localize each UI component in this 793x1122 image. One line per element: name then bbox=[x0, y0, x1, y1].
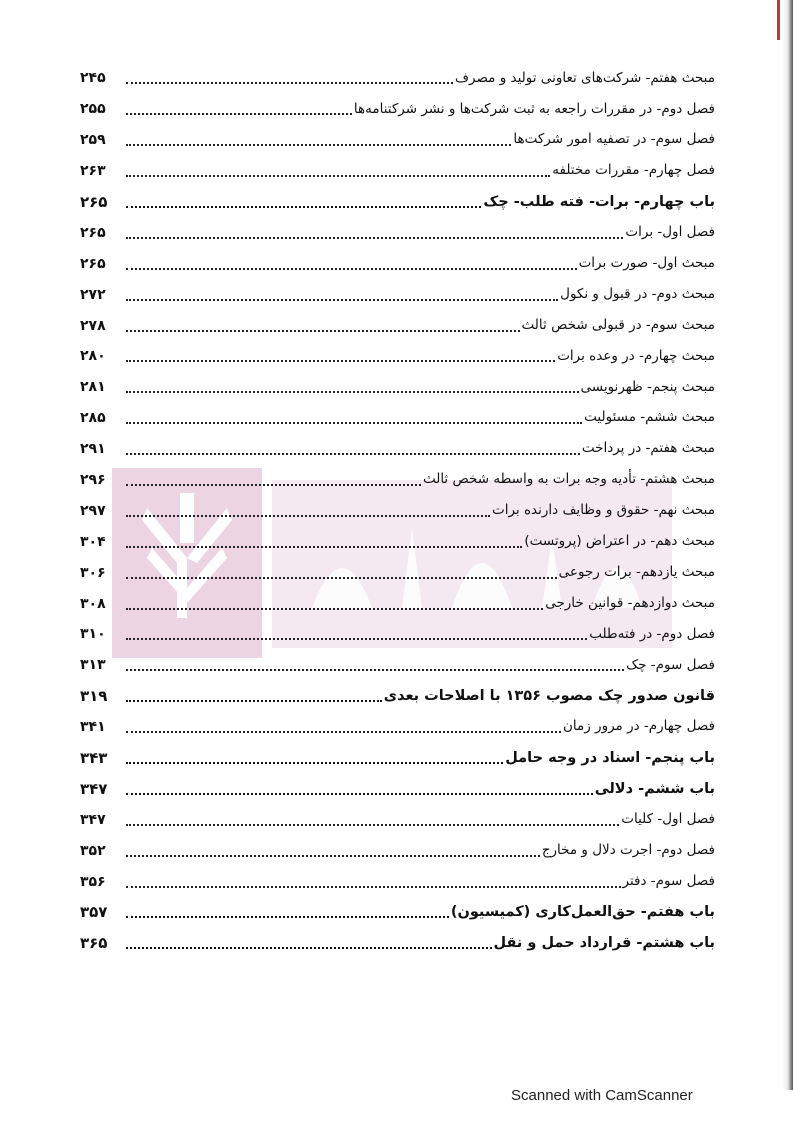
toc-entry bbox=[80, 187, 715, 218]
toc-entry bbox=[80, 804, 715, 835]
toc-entry-title: مبحث نهم- حقوق و وظایف دارنده برات bbox=[492, 502, 715, 519]
toc-entry bbox=[80, 372, 715, 403]
toc-entry bbox=[80, 866, 715, 897]
toc-entry-title: باب ششم- دلالی bbox=[594, 780, 715, 797]
toc-dot-leader bbox=[126, 700, 382, 702]
toc-entry-title: مبحث چهارم- در وعده برات bbox=[557, 347, 715, 364]
toc-entry-title: باب هفتم- حق‌العمل‌کاری (کمیسیون) bbox=[450, 904, 715, 921]
toc-entry bbox=[80, 310, 715, 341]
toc-dot-leader bbox=[126, 82, 453, 84]
toc-entry-page-number: ۳۱۰ bbox=[80, 626, 106, 643]
toc-entry-title: فصل دوم- در فته‌طلب bbox=[589, 625, 715, 642]
toc-entry-page-number: ۳۴۳ bbox=[80, 749, 108, 768]
toc-entry-page-number: ۲۴۵ bbox=[80, 70, 106, 87]
toc-entry-title: مبحث دوازدهم- قوانین خارجی bbox=[545, 594, 715, 611]
toc-dot-leader bbox=[126, 299, 558, 301]
toc-dot-leader bbox=[126, 947, 492, 949]
toc-entry bbox=[80, 526, 715, 557]
toc-entry bbox=[80, 125, 715, 156]
toc-entry-title: فصل چهارم- در مرور زمان bbox=[562, 718, 715, 735]
toc-entry bbox=[80, 465, 715, 496]
toc-dot-leader bbox=[126, 484, 421, 486]
toc-entry-page-number: ۳۰۴ bbox=[80, 533, 106, 550]
toc-entry-page-number: ۳۴۷ bbox=[80, 779, 108, 798]
toc-entry-page-number: ۲۷۸ bbox=[80, 317, 106, 334]
toc-entry-page-number: ۲۸۰ bbox=[80, 348, 106, 365]
toc-entry-title: باب هشتم- قرارداد حمل و نقل bbox=[493, 935, 715, 952]
toc-entry bbox=[80, 928, 715, 959]
toc-entry-title: فصل چهارم- مقررات مختلفه bbox=[552, 162, 715, 179]
toc-dot-leader bbox=[126, 330, 520, 332]
toc-entry-page-number: ۲۸۱ bbox=[80, 379, 106, 396]
toc-entry bbox=[80, 681, 715, 712]
toc-entry bbox=[80, 279, 715, 310]
toc-entry bbox=[80, 619, 715, 650]
toc-entry-title: باب چهارم- برات- فته طلب- چک bbox=[483, 193, 715, 210]
toc-dot-leader bbox=[126, 144, 511, 146]
toc-entry-title: قانون صدور چک مصوب ۱۳۵۶ با اصلاحات بعدی bbox=[383, 688, 715, 704]
toc-dot-leader bbox=[126, 916, 449, 918]
toc-dot-leader bbox=[126, 515, 490, 517]
toc-entry-title: باب پنجم- اسناد در وجه حامل bbox=[505, 749, 715, 766]
toc-dot-leader bbox=[126, 608, 543, 610]
toc-entry-page-number: ۳۵۲ bbox=[80, 842, 106, 859]
toc-entry bbox=[80, 495, 715, 526]
toc-entry-page-number: ۳۱۳ bbox=[80, 657, 106, 674]
toc-dot-leader bbox=[126, 886, 621, 888]
toc-entry-title: مبحث سوم- در قبولی شخص ثالث bbox=[521, 316, 715, 333]
toc-entry bbox=[80, 650, 715, 681]
toc-dot-leader bbox=[126, 546, 522, 548]
toc-entry-page-number: ۳۱۹ bbox=[80, 687, 108, 706]
toc-entry-page-number: ۲۵۵ bbox=[80, 101, 106, 118]
toc-entry-page-number: ۳۴۷ bbox=[80, 811, 106, 828]
toc-entry-page-number: ۳۵۷ bbox=[80, 903, 108, 922]
toc-entry-title: فصل اول- کلیات bbox=[621, 811, 715, 828]
toc-dot-leader bbox=[126, 113, 352, 115]
toc-dot-leader bbox=[126, 237, 623, 239]
toc-entry-title: مبحث اول- صورت برات bbox=[578, 255, 715, 272]
toc-entry-page-number: ۲۹۷ bbox=[80, 502, 106, 519]
toc-dot-leader bbox=[126, 453, 580, 455]
toc-entry bbox=[80, 156, 715, 187]
toc-entry-title: مبحث هشتم- تأدیه وجه برات به واسطه شخص ثالث bbox=[422, 471, 715, 488]
toc-entry-page-number: ۲۶۵ bbox=[80, 193, 108, 211]
toc-entry-page-number: ۳۶۵ bbox=[80, 934, 108, 953]
toc-dot-leader bbox=[126, 268, 577, 270]
toc-entry-title: مبحث هفتم- در پرداخت bbox=[581, 440, 715, 457]
toc-entry-title: فصل اول- برات bbox=[625, 224, 715, 241]
toc-entry-title: فصل سوم- دفتر bbox=[622, 872, 715, 889]
toc-entry bbox=[80, 897, 715, 928]
toc-entry-page-number: ۲۶۵ bbox=[80, 255, 106, 272]
toc-entry bbox=[80, 63, 715, 94]
toc-entry bbox=[80, 835, 715, 866]
toc-entry-page-number: ۳۰۸ bbox=[80, 595, 106, 612]
toc-dot-leader bbox=[126, 422, 582, 424]
toc-entry-title: مبحث دهم- در اعتراض (پروتست) bbox=[524, 533, 715, 550]
toc-entry-page-number: ۲۸۵ bbox=[80, 410, 106, 427]
toc-entry-title: مبحث دوم- در قبول و نکول bbox=[560, 285, 715, 302]
toc-entry-title: مبحث ششم- مسئولیت bbox=[584, 409, 715, 426]
toc-entry-page-number: ۲۷۲ bbox=[80, 286, 106, 303]
toc-entry-title: مبحث پنجم- ظهرنویسی bbox=[580, 378, 715, 395]
toc-dot-leader bbox=[126, 669, 624, 671]
toc-dot-leader bbox=[126, 762, 503, 764]
toc-entry-title: فصل سوم- در تصفیه امور شرکت‌ها bbox=[513, 131, 715, 148]
toc-dot-leader bbox=[126, 391, 579, 393]
toc-entry-page-number: ۲۶۵ bbox=[80, 224, 106, 241]
toc-dot-leader bbox=[126, 577, 557, 579]
toc-entry bbox=[80, 403, 715, 434]
toc-entry-page-number: ۳۴۱ bbox=[80, 719, 106, 736]
toc-dot-leader bbox=[126, 855, 540, 857]
toc-entry bbox=[80, 341, 715, 372]
toc-entry bbox=[80, 588, 715, 619]
toc-dot-leader bbox=[126, 175, 550, 177]
toc-entry-title: مبحث هفتم- شرکت‌های تعاونی تولید و مصرف bbox=[455, 69, 715, 86]
toc-dot-leader bbox=[126, 360, 555, 362]
toc-entry-title: فصل دوم- اجرت دلال و مخارج bbox=[541, 841, 715, 858]
toc-entry bbox=[80, 94, 715, 125]
toc-entry-page-number: ۲۹۱ bbox=[80, 441, 106, 458]
toc-entry bbox=[80, 217, 715, 248]
scanner-footer-text: Scanned with CamScanner bbox=[511, 1087, 693, 1104]
toc-entry bbox=[80, 743, 715, 774]
toc-dot-leader bbox=[126, 793, 593, 795]
toc-entry-title: مبحث یازدهم- برات رجوعی bbox=[558, 563, 715, 580]
toc-entry-title: فصل سوم- چک bbox=[626, 656, 715, 673]
toc-dot-leader bbox=[126, 638, 587, 640]
toc-entry bbox=[80, 773, 715, 804]
toc-entry bbox=[80, 248, 715, 279]
page-edge-shadow bbox=[783, 0, 793, 1090]
toc-entry-page-number: ۳۵۶ bbox=[80, 873, 106, 890]
toc-dot-leader bbox=[126, 206, 481, 208]
toc-entry bbox=[80, 557, 715, 588]
toc-entry-page-number: ۲۵۹ bbox=[80, 132, 106, 149]
toc-dot-leader bbox=[126, 731, 561, 733]
toc-entry-title: فصل دوم- در مقررات راجعه به ثبت شرکت‌ها و نشر شرکتنامه‌ها bbox=[353, 100, 715, 117]
toc-entry bbox=[80, 712, 715, 743]
toc-entry bbox=[80, 434, 715, 465]
page-edge-accent bbox=[777, 0, 780, 40]
toc-dot-leader bbox=[126, 824, 619, 826]
table-of-contents bbox=[80, 63, 715, 959]
toc-entry-page-number: ۲۹۶ bbox=[80, 472, 106, 489]
toc-entry-page-number: ۲۶۳ bbox=[80, 163, 106, 180]
toc-entry-page-number: ۳۰۶ bbox=[80, 564, 106, 581]
